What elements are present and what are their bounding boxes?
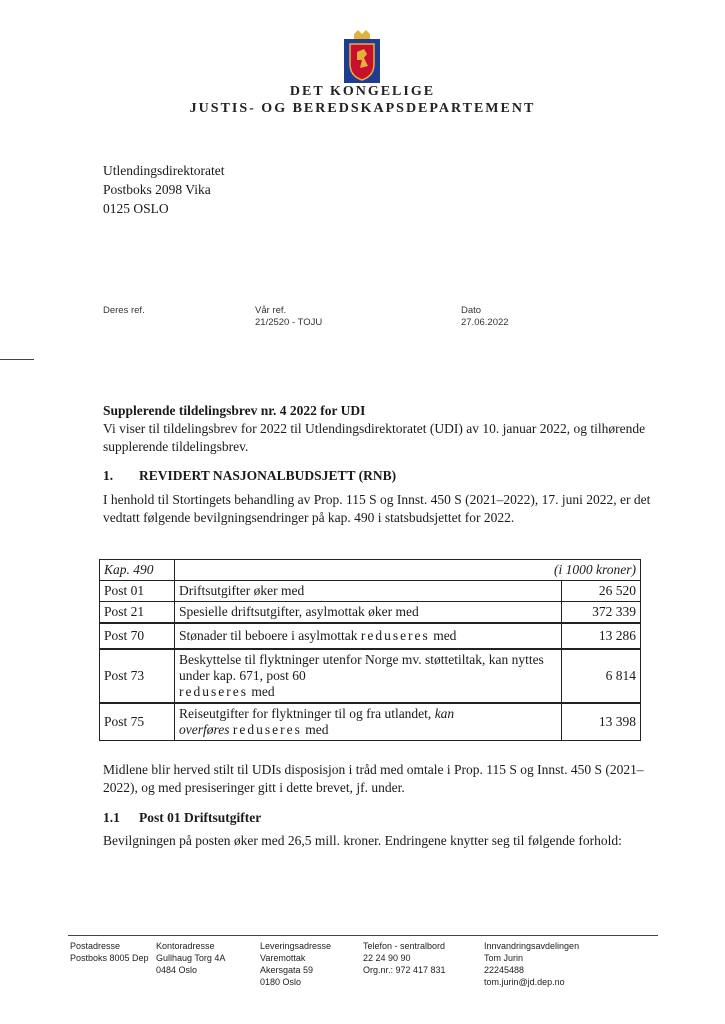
footer-label: Leveringsadresse: [260, 941, 332, 951]
section-1-number: 1.: [103, 468, 114, 483]
post-cell: Post 75: [100, 703, 175, 741]
section-1-paragraph: I henhold til Stortingets behandling av Prop. 115 S og Innst. 450 S (2021–2022), 17. juni 2022, er det vedtatt følgende bevilgningsendringer på kap. 490 i statsbudsjettet for 2022.: [103, 492, 651, 525]
recipient-street: Postboks 2098 Vika: [103, 182, 211, 197]
table-header-kap: Kap. 490: [100, 560, 175, 581]
description-cell: Spesielle driftsutgifter, asylmottak øker med: [175, 602, 562, 624]
footer-label: Innvandringsavdelingen: [484, 941, 580, 951]
footer-line: 0180 Oslo: [260, 977, 302, 987]
section-1-heading: [103, 467, 658, 485]
table-row: [100, 602, 641, 624]
coat-of-arms-logo: [340, 30, 384, 84]
amount-cell: 26 520: [562, 581, 641, 602]
footer-line: Tom Jurin: [484, 953, 524, 963]
deres-ref: [103, 305, 145, 317]
footer-postal-address: [70, 940, 149, 964]
footer-line: Akersgata 59: [260, 965, 314, 975]
letter-title: Supplerende tildelingsbrev nr. 4 2022 for UDI: [103, 403, 366, 418]
footer-line: Postboks 8005 Dep: [70, 953, 149, 963]
post-cell: Post 01: [100, 581, 175, 602]
footer-divider: [68, 935, 658, 936]
table-row: [100, 623, 641, 649]
amount-cell: 372 339: [562, 602, 641, 624]
footer-contact: [484, 940, 579, 988]
footer-phone: [363, 940, 446, 976]
description-cell: Driftsutgifter øker med: [175, 581, 562, 602]
date-ref: [461, 305, 509, 329]
recipient-address: [103, 161, 224, 218]
post-cell: Post 21: [100, 602, 175, 624]
recipient-city: 0125 OSLO: [103, 201, 169, 216]
section-1-1-number: 1.1: [103, 810, 120, 825]
footer-line: Org.nr.: 972 417 831: [363, 965, 446, 975]
footer-label: Kontoradresse: [156, 941, 215, 951]
table-header-row: [100, 560, 641, 581]
footer-line: 22 24 90 90: [363, 953, 411, 963]
footer-office-address: [156, 940, 225, 976]
table-row: [100, 703, 641, 741]
department-name-line2: JUSTIS- OG BEREDSKAPSDEPARTEMENT: [189, 101, 536, 116]
description-cell: Reiseutgifter for flyktninger til og fra utlandet, kan overføres reduseres med: [175, 703, 562, 741]
amount-cell: 13 398: [562, 703, 641, 741]
allocation-paragraph: Midlene blir herved stilt til UDIs disposisjon i tråd med omtale i Prop. 115 S og Innst. 450 S (2021–2022), og med presiseringer gitt i dette brevet, jf. under.: [103, 762, 644, 795]
section-1-1-title: Post 01 Driftsutgifter: [139, 810, 262, 825]
amount-cell: 6 814: [562, 649, 641, 703]
table-row: [100, 649, 641, 703]
var-ref: [255, 305, 322, 329]
recipient-name: Utlendingsdirektoratet: [103, 163, 225, 178]
footer-line: Gullhaug Torg 4A: [156, 953, 226, 963]
footer-line: 22245488: [484, 965, 525, 975]
description-cell: Beskyttelse til flyktninger utenfor Norge mv. støttetiltak, kan nyttes under kap. 671, post 60 reduseres med: [175, 649, 562, 703]
letter-body: [103, 402, 658, 527]
deres-ref-label: Deres ref.: [103, 305, 145, 316]
table-header-unit: (i 1000 kroner): [175, 560, 641, 581]
post-cell: Post 73: [100, 649, 175, 703]
table-row: [100, 581, 641, 602]
footer-delivery-address: [260, 940, 331, 988]
post-cell: Post 70: [100, 623, 175, 649]
amount-cell: 13 286: [562, 623, 641, 649]
section-1-1-heading: [103, 809, 663, 827]
description-cell: Stønader til beboere i asylmottak reduseres med: [175, 623, 562, 649]
intro-paragraph: Vi viser til tildelingsbrev for 2022 til Utlendingsdirektoratet (UDI) av 10. januar 2022, og tilhørende supplerende tildelingsbrev.: [103, 421, 646, 454]
var-ref-value: 21/2520 - TOJU: [255, 317, 323, 328]
footer-label: Postadresse: [70, 941, 121, 951]
var-ref-label: Vår ref.: [255, 305, 287, 316]
footer-line: Varemottak: [260, 953, 306, 963]
footer-email[interactable]: tom.jurin@jd.dep.no: [484, 977, 565, 987]
after-table-content: [103, 761, 663, 850]
footer-line: 0484 Oslo: [156, 965, 198, 975]
budget-table: [99, 559, 641, 741]
department-name-line1: DET KONGELIGE: [289, 84, 436, 99]
section-1-1-paragraph: Bevilgningen på posten øker med 26,5 mill. kroner. Endringene knytter seg til følgende forhold:: [103, 833, 622, 848]
date-label: Dato: [461, 305, 482, 316]
date-value: 27.06.2022: [461, 317, 509, 328]
footer-label: Telefon - sentralbord: [363, 941, 446, 951]
section-1-title: REVIDERT NASJONALBUDSJETT (RNB): [139, 468, 397, 483]
fold-mark: [0, 359, 34, 360]
